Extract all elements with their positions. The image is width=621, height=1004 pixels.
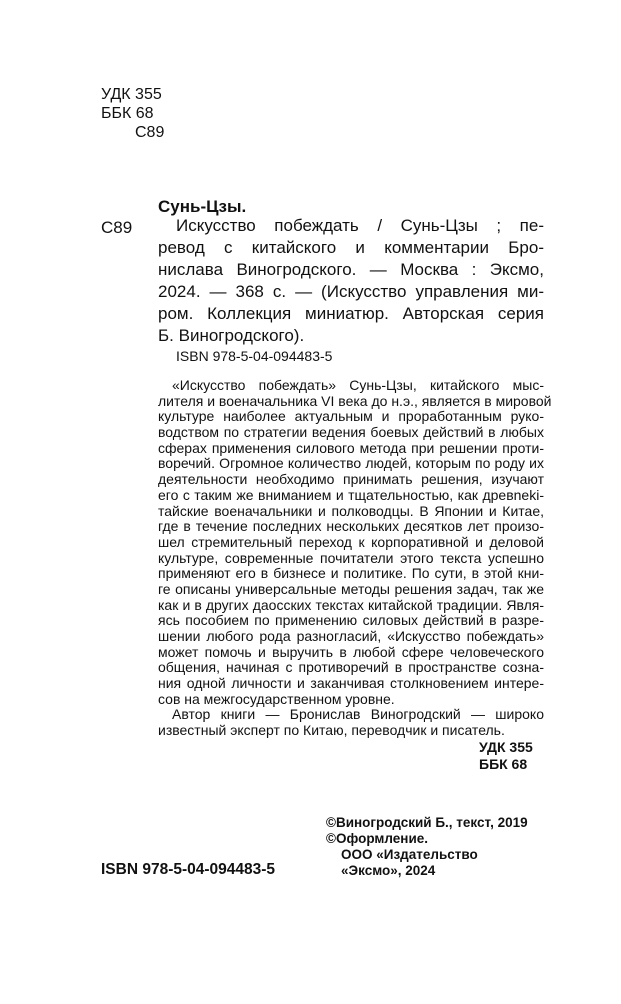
- annotation-line: сферах применения силового метода при решении проти-: [158, 439, 544, 456]
- biblio-line: Б. Виногродского).: [158, 326, 305, 345]
- copyright-line: ©Оформление.: [326, 831, 429, 846]
- annotation-line: культуре наиболее актуальным и проработанным руко-: [158, 408, 544, 425]
- copyright-line: «Эксмо», 2024: [341, 863, 436, 878]
- annotation-line: тайские военачальники и полководцы. В Японии и Китае,: [158, 502, 544, 519]
- isbn-line: ISBN 978-5-04-094483-5: [176, 348, 333, 364]
- biblio-line: нислава Виногродского. — Москва : Эксмо,: [158, 260, 544, 279]
- annotation-line: культуре, современные почитатели этого текста успешно: [158, 549, 544, 566]
- biblio-line: 2024. — 368 с. — (Искусство управления ми-: [158, 282, 544, 301]
- annotation: [158, 377, 552, 739]
- annotation-line: шении любого рода разногласий, «Искусство побеждать»: [158, 628, 544, 644]
- author-heading: Сунь-Цзы.: [158, 197, 247, 216]
- annotation-line: деятельности необходимо принимать решения, изучают: [158, 471, 544, 488]
- annotation-line: ясь пособием по применению силовых действий в разре-: [158, 612, 544, 629]
- bibliographic-record: [158, 215, 544, 347]
- annotation-line: ге описаны универсальные методы решения задач, так же: [158, 580, 544, 597]
- annotation-line: водством по стратегии ведения боевых действий в любых: [158, 424, 544, 441]
- annotation-line: как и в других даосских текстах китайской традиции. Явля-: [158, 596, 544, 613]
- bottom-bbk: ББК 68: [479, 756, 528, 772]
- annotation-line: его с таким же вниманием и тщательностью, как древneki-: [158, 486, 544, 503]
- annotation-line: может помочь и выручить в любой сфере человеческого: [158, 643, 544, 660]
- copyright-line: ©Виногродский Б., текст, 2019: [326, 815, 528, 830]
- author-note-line: Автор книги — Бронислав Виногродский — широко: [172, 706, 544, 723]
- annotation-line: лителя и военачальника VI века до н.э., является в мировой: [158, 392, 552, 409]
- annotation-line: общения, начиная с противоречий в пространстве созна-: [158, 659, 544, 676]
- biblio-line: ром. Коллекция миниатюр. Авторская серия: [158, 304, 544, 323]
- copyright-line: ООО «Издательство: [341, 847, 478, 862]
- annotation-line: сов на межгосударственном уровне.: [158, 690, 395, 707]
- bbk-code: ББК 68: [101, 105, 154, 122]
- udk-code: УДК 355: [101, 86, 162, 103]
- isbn-bottom: ISBN 978-5-04-094483-5: [101, 861, 276, 878]
- biblio-line: Искусство побеждать / Сунь-Цзы ; пе-: [176, 216, 544, 235]
- author-note-line: известный эксперт по Китаю, переводчик и писатель.: [158, 722, 505, 739]
- bottom-udk: УДК 355: [479, 739, 533, 755]
- annotation-line: ния одной личности и заканчивая столкновением интере-: [158, 675, 544, 692]
- cutter-code: С89: [135, 124, 165, 141]
- biblio-line: ревод с китайского и комментарии Бро-: [158, 238, 544, 257]
- catalog-code: С89: [101, 218, 133, 237]
- annotation-line: где в течение последних нескольких десятков лет произо-: [158, 518, 544, 535]
- annotation-line: шел стремительный переход к корпоративной и деловой: [158, 533, 544, 550]
- annotation-line: «Искусство побеждать» Сунь-Цзы, китайского мыс-: [172, 377, 544, 393]
- annotation-line: воречий. Огромное количество людей, которым по роду их: [158, 455, 544, 472]
- annotation-line: применяют его в бизнесе и политике. По сути, в этой кни-: [158, 565, 544, 582]
